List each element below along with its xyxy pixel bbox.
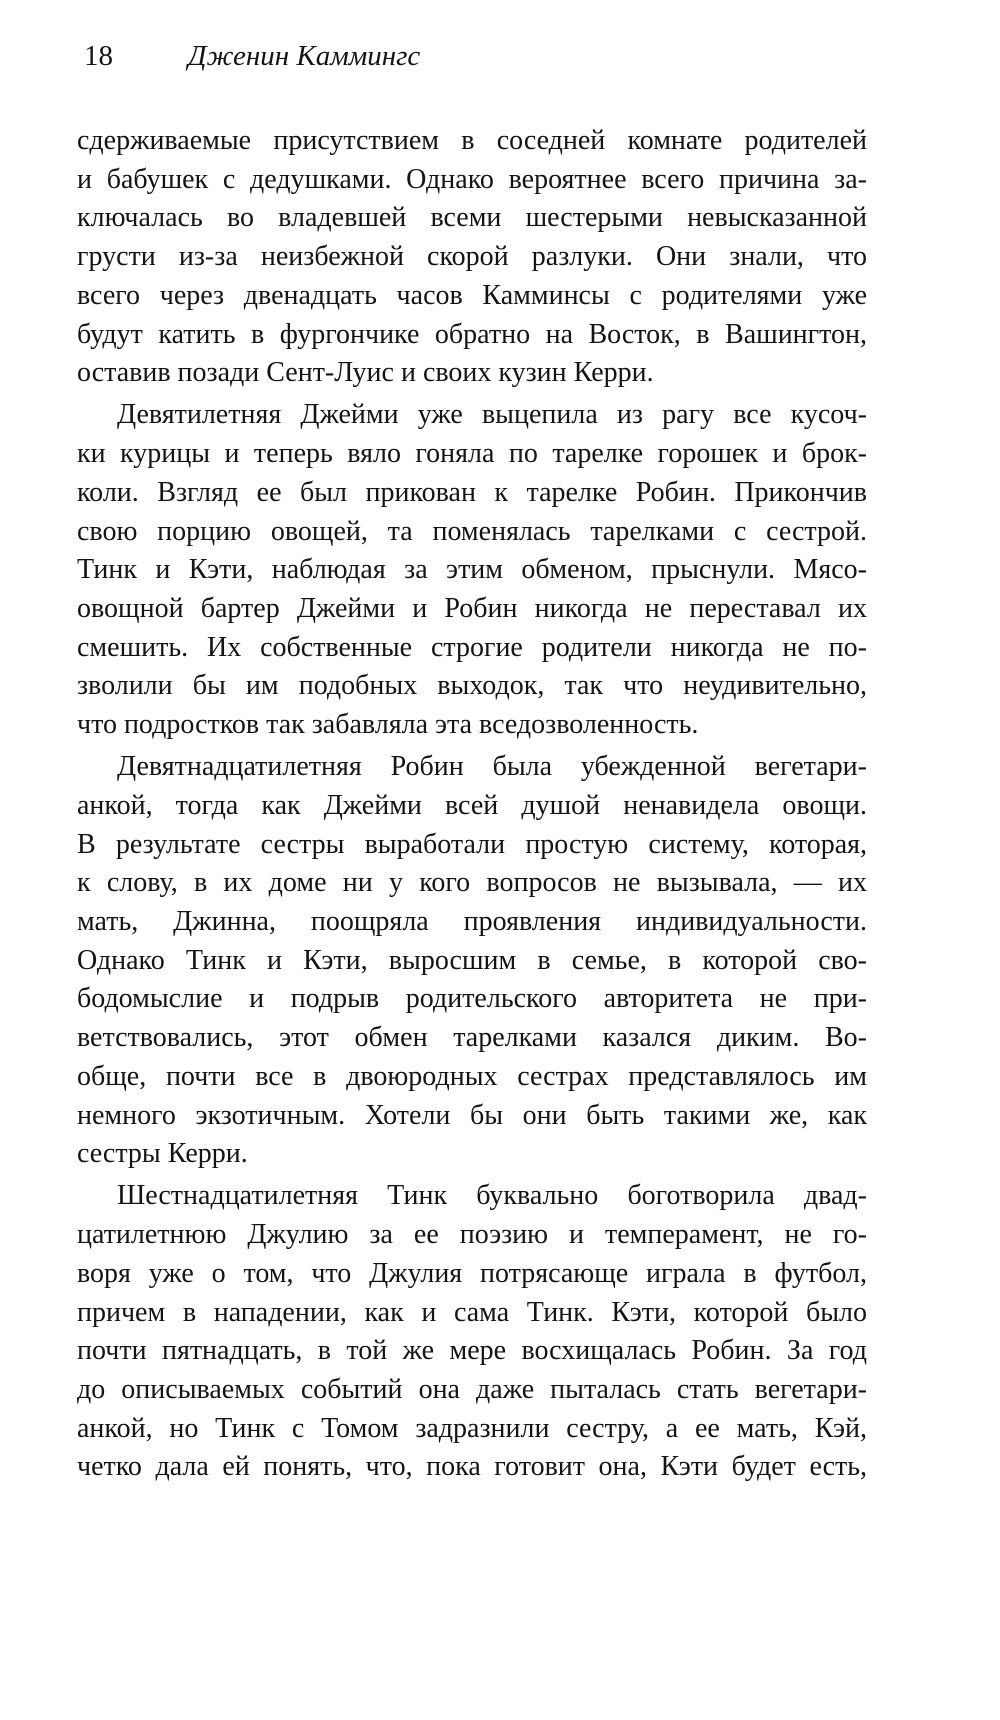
text-line: всего через двенадцать часов Камминсы с родителями уже	[77, 279, 867, 311]
text-line: немного экзотичным. Хотели бы они быть такими же, как	[77, 1099, 867, 1131]
paragraph	[77, 396, 867, 744]
text-line: ветствовались, этот обмен тарелками казался диким. Во-	[77, 1022, 867, 1054]
text-line: будут катить в фургончике обратно на Восток, в Вашингтон,	[77, 318, 867, 350]
text-line: Однако Тинк и Кэти, выросшим в семье, в которой сво-	[77, 944, 867, 976]
text-line: Девятнадцатилетняя Робин была убежденной вегетари-	[117, 751, 867, 783]
text-line: ки курицы и теперь вяло гоняла по тарелке горошек и брок-	[77, 438, 867, 470]
text-line: Шестнадцатилетняя Тинк буквально боготворила двад-	[117, 1180, 867, 1212]
text-line: сдерживаемые присутствием в соседней комнате родителей	[77, 125, 867, 156]
text-line: овощной бартер Джейми и Робин никогда не переставал их	[77, 592, 867, 624]
text-line: свою порцию овощей, та поменялась тарелками с сестрой.	[77, 515, 867, 547]
text-line: причем в нападении, как и сама Тинк. Кэти, которой было	[77, 1296, 867, 1328]
text-line: четко дала ей понять, что, пока готовит она, Кэти будет есть,	[77, 1451, 867, 1483]
text-line: обще, почти все в двоюродных сестрах представлялось им	[77, 1060, 867, 1092]
text-line: коли. Взгляд ее был прикован к тарелке Робин. Прикончив	[77, 476, 867, 508]
text-line: бодомыслие и подрыв родительского авторитета не при-	[77, 983, 867, 1015]
text-line: воря уже о том, что Джулия потрясающе играла в футбол,	[77, 1257, 867, 1289]
text-line: анкой, но Тинк с Томом задразнили сестру, а ее мать, Кэй,	[77, 1412, 867, 1444]
paragraph	[77, 1177, 867, 1487]
text-line: смешить. Их собственные строгие родители никогда не по-	[77, 631, 867, 663]
page-body-text	[77, 122, 867, 1491]
text-line: зволили бы им подобных выходок, так что неудивительно,	[77, 670, 867, 702]
text-line: мать, Джинна, поощряла проявления индивидуальности.	[77, 906, 867, 938]
text-line: Девятилетняя Джейми уже выцепила из рагу все кусоч-	[117, 399, 867, 431]
text-line: и бабушек с дедушками. Однако вероятнее всего причина за-	[77, 163, 867, 195]
text-line: к слову, в их доме ни у кого вопросов не вызывала, — их	[77, 867, 867, 899]
paragraph	[77, 748, 867, 1174]
text-line: сестры Керри.	[77, 1138, 248, 1170]
text-line: Тинк и Кэти, наблюдая за этим обменом, прыснули. Мясо-	[77, 554, 867, 586]
running-title: Дженин Каммингс	[188, 40, 421, 72]
paragraph	[77, 122, 867, 393]
text-line: до описываемых событий она даже пыталась стать вегетари-	[77, 1374, 867, 1405]
text-line: ключалась во владевшей всеми шестерыми невысказанной	[77, 202, 867, 234]
text-line: В результате сестры выработали простую систему, которая,	[77, 828, 867, 860]
text-line: почти пятнадцать, в той же мере восхищалась Робин. За год	[77, 1335, 867, 1367]
text-line: оставив позади Сент-Луис и своих кузин Керри.	[77, 357, 654, 389]
text-line: что подростков так забавляла эта вседозволенность.	[77, 709, 699, 741]
page-number: 18	[84, 40, 113, 72]
text-line: грусти из-за неизбежной скорой разлуки. Они знали, что	[77, 241, 867, 273]
text-line: цатилетнюю Джулию за ее поэзию и темперамент, не го-	[77, 1219, 867, 1251]
text-line: анкой, тогда как Джейми всей душой ненавидела овощи.	[77, 789, 867, 821]
